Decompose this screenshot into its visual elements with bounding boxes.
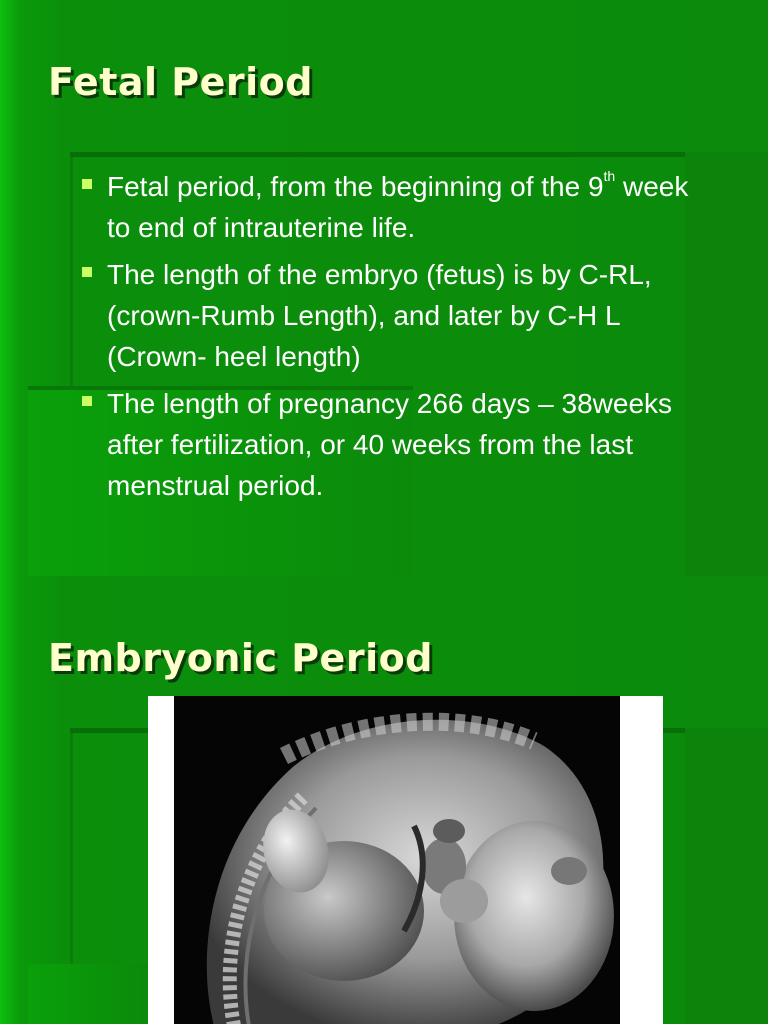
bullet-item — [80, 383, 700, 506]
slide-title: Fetal Period — [48, 60, 313, 104]
bullet-item — [80, 166, 700, 248]
bullet-text: week to end of intrauterine life. — [107, 171, 689, 243]
bullet-list — [80, 166, 700, 512]
slide-embryonic-period — [0, 576, 768, 1024]
embryo-photo — [174, 696, 620, 1024]
slide-title: Embryonic Period — [48, 636, 433, 680]
bullet-square-icon — [82, 179, 92, 189]
bullet-text: The length of the embryo (fetus) is by C-RL, (crown-Rumb Length), and later by C-H L (Crown- heel length) — [107, 259, 652, 372]
decorative-block — [28, 964, 148, 1024]
decorative-block — [685, 728, 768, 1024]
bullet-square-icon — [82, 267, 92, 277]
decorative-line — [70, 152, 685, 157]
embryo-illustration — [174, 696, 620, 1024]
bullet-text: The length of pregnancy 266 days – 38weeks after fertilization, or 40 weeks from the last menstrual period. — [107, 388, 673, 501]
bullet-item — [80, 254, 700, 377]
bullet-square-icon — [82, 396, 92, 406]
superscript: th — [603, 168, 616, 184]
bullet-text: Fetal period, from the beginning of the 9 — [107, 171, 604, 202]
image-frame — [148, 696, 663, 1024]
